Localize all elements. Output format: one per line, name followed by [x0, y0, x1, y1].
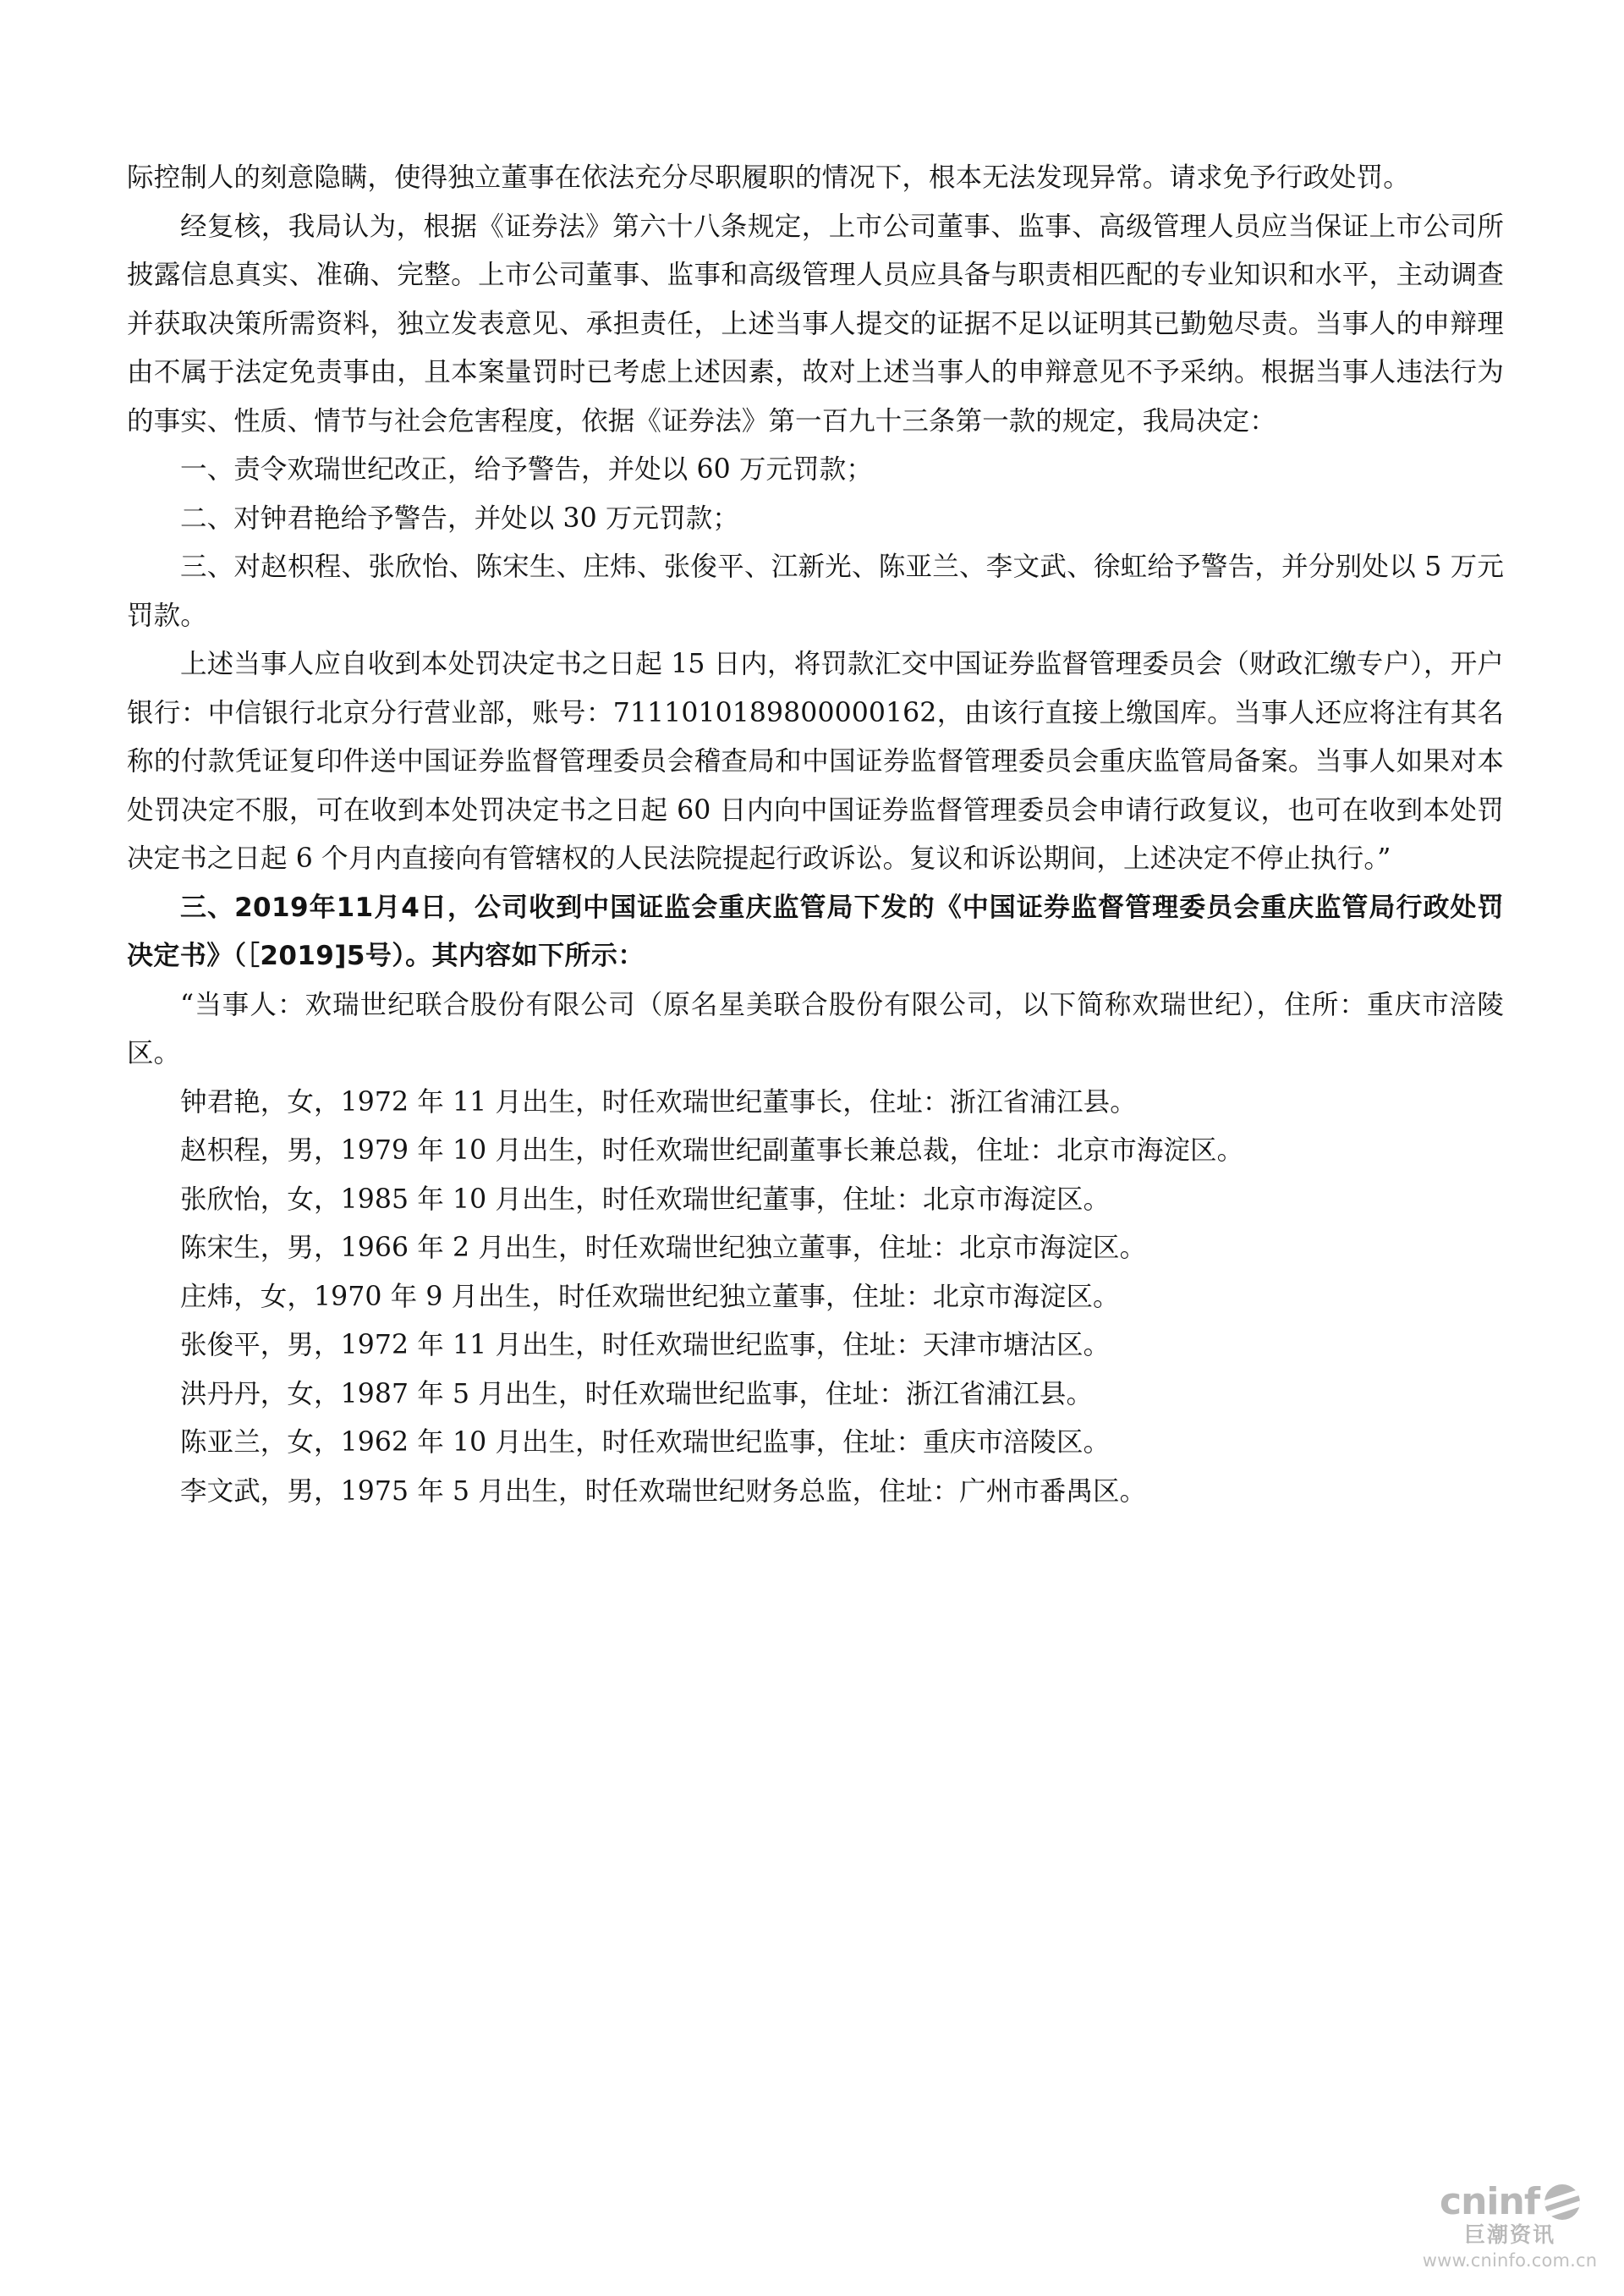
cninfo-watermark	[1414, 2180, 1605, 2272]
party-roster-item: 赵枳程，男，1979 年 10 月出生，时任欢瑞世纪副董事长兼总裁，住址：北京市海淀区。	[180, 1135, 1244, 1166]
party-roster-item: 张欣怡，女，1985 年 10 月出生，时任欢瑞世纪董事，住址：北京市海淀区。	[180, 1184, 1111, 1215]
party-roster-item: 陈亚兰，女，1962 年 10 月出生，时任欢瑞世纪监事，住址：重庆市涪陵区。	[180, 1427, 1111, 1458]
watermark-brand-chinese: 巨潮资讯	[1463, 2222, 1555, 2248]
decision-item-3: 三、对赵枳程、张欣怡、陈宋生、庄炜、张俊平、江新光、陈亚兰、李文武、徐虹给予警告，并分别处以 5 万元罚款。	[127, 552, 1504, 631]
party-roster-item: 庄炜，女，1970 年 9 月出生，时任欢瑞世纪独立董事，住址：北京市海淀区。	[180, 1281, 1120, 1312]
page-body	[127, 154, 1504, 1516]
watermark-brand-text: cninf	[1440, 2180, 1539, 2224]
party-roster-item: 李文武，男，1975 年 5 月出生，时任欢瑞世纪财务总监，住址：广州市番禺区。	[180, 1475, 1147, 1507]
party-roster-item: 洪丹丹，女，1987 年 5 月出生，时任欢瑞世纪监事，住址：浙江省浦江县。	[180, 1378, 1094, 1409]
party-roster-item: 张俊平，男，1972 年 11 月出生，时任欢瑞世纪监事，住址：天津市塘沽区。	[180, 1330, 1111, 1360]
paragraph-party-company: “当事人：欢瑞世纪联合股份有限公司（原名星美联合股份有限公司，以下简称欢瑞世纪），住所：重庆市涪陵区。	[127, 989, 1504, 1068]
party-roster-item: 钟君艳，女，1972 年 11 月出生，时任欢瑞世纪董事长，住址：浙江省浦江县。	[180, 1086, 1137, 1118]
paragraph-review-conclusion: 经复核，我局认为，根据《证券法》第六十八条规定，上市公司董事、监事、高级管理人员应当保证上市公司所披露信息真实、准确、完整。上市公司董事、监事和高级管理人员应具备与职责相匹配的专业知识和水平，主动调查并获取决策所需资料，独立发表意见、承担责任，上述当事人提交的证据不足以证明其已勤勉尽责。当事人的申辩理由不属于法定免责事由，且本案量罚时已考虑上述因素，故对上述当事人的申辩意见不予采纳。根据当事人违法行为的事实、性质、情节与社会危害程度，依据《证券法》第一百九十三条第一款的规定，我局决定：	[127, 211, 1504, 437]
watermark-url: www.cninfo.com.cn	[1422, 2249, 1598, 2271]
paragraph-continued: 际控制人的刻意隐瞒，使得独立董事在依法充分尽职履职的情况下，根本无法发现异常。请求免予行政处罚。	[127, 162, 1410, 193]
cninfo-globe-icon	[1544, 2184, 1580, 2220]
party-roster-item: 陈宋生，男，1966 年 2 月出生，时任欢瑞世纪独立董事，住址：北京市海淀区。	[180, 1233, 1147, 1263]
decision-item-2: 二、对钟君艳给予警告，并处以 30 万元罚款；	[180, 503, 739, 534]
section-heading-item-three: 三、2019年11月4日，公司收到中国证监会重庆监管局下发的《中国证券监督管理委员会重庆监管局行政处罚决定书》（［2019]5号）。其内容如下所示：	[127, 892, 1504, 971]
decision-item-1: 一、责令欢瑞世纪改正，给予警告，并处以 60 万元罚款；	[180, 454, 873, 485]
watermark-brand-row	[1414, 2180, 1605, 2224]
paragraph-payment-instructions: 上述当事人应自收到本处罚决定书之日起 15 日内，将罚款汇交中国证券监督管理委员会（财政汇缴专户），开户银行：中信银行北京分行营业部，账号：7111010189800000162，由该行直接上缴国库。当事人还应将注有其名称的付款凭证复印件送中国证券监督管理委员会稽查局和中国证券监督管理委员会重庆监管局备案。当事人如果对本处罚决定不服，可在收到本处罚决定书之日起 60 日内向中国证券监督管理委员会申请行政复议，也可在收到本处罚决定书之日起 6 个月内直接向有管辖权的人民法院提起行政诉讼。复议和诉讼期间，上述决定不停止执行。”	[127, 649, 1504, 874]
